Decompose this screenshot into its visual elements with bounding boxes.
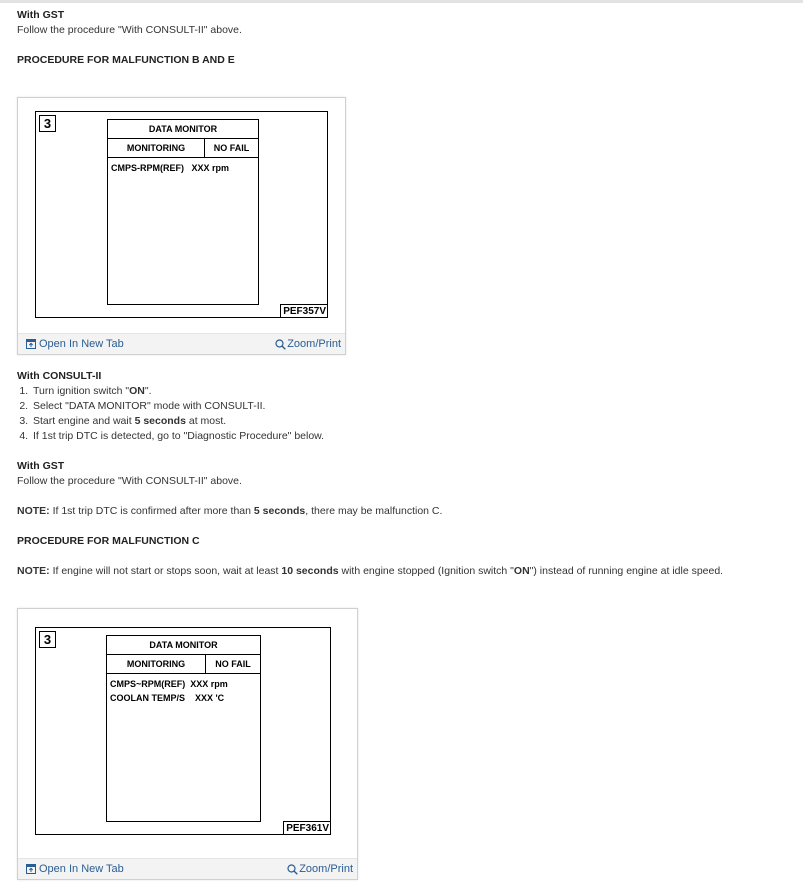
section-with-gst-2 [17, 459, 242, 489]
figure-image-pef357v [35, 111, 328, 318]
data-monitor-title: DATA MONITOR [107, 636, 260, 655]
note-engine-start: NOTE: If engine will not start or stops soon, wait at least 10 seconds with engine stopped (Ignition switch "ON") instead of running engine at idle speed. [17, 565, 724, 577]
section-with-consult [17, 369, 324, 444]
list-item: 2. Select "DATA MONITOR" mode with CONSULT-II. [31, 399, 324, 414]
monitor-header-row [107, 655, 260, 674]
paragraph-follow-procedure: Follow the procedure "With CONSULT-II" above. [17, 24, 242, 36]
data-monitor-title: DATA MONITOR [108, 120, 258, 139]
open-new-tab-icon [26, 864, 36, 874]
list-item: 3. Start engine and wait 5 seconds at most. [31, 414, 324, 429]
zoom-print-link[interactable] [275, 337, 341, 352]
figure-code: PEF357V [280, 304, 327, 317]
card-footer [18, 858, 357, 879]
step-number-box: 3 [39, 631, 56, 648]
monitor-line: COOLAN TEMP/S XXX 'C [110, 693, 225, 703]
open-new-tab-icon [26, 339, 36, 349]
open-new-tab-link[interactable] [26, 337, 124, 352]
heading-malfunction-b-e: PROCEDURE FOR MALFUNCTION B AND E [17, 54, 235, 66]
list-item: 4. If 1st trip DTC is detected, go to "Diagnostic Procedure" below. [31, 429, 324, 444]
zoom-print-label: Zoom/Print [299, 863, 353, 875]
zoom-magnifier-icon [275, 339, 286, 350]
card-footer [18, 333, 345, 354]
monitor-line: CMPS~RPM(REF) XXX rpm [110, 679, 228, 689]
monitoring-label: MONITORING [107, 655, 206, 673]
note-label: NOTE: [17, 565, 50, 577]
heading-with-gst: With GST [17, 9, 65, 21]
monitoring-label: MONITORING [108, 139, 205, 157]
top-divider [0, 0, 803, 3]
figure-card-pef357v [17, 97, 346, 355]
open-new-tab-label: Open In New Tab [39, 863, 124, 875]
note-label: NOTE: [17, 505, 50, 517]
figure-image-pef361v [35, 627, 331, 835]
heading-with-gst: With GST [17, 460, 65, 472]
heading-with-consult: With CONSULT-II [17, 370, 102, 382]
data-monitor-screen [106, 635, 261, 822]
list-item: 1. Turn ignition switch "ON". [31, 384, 324, 399]
zoom-print-label: Zoom/Print [287, 338, 341, 350]
open-new-tab-link[interactable] [26, 862, 124, 877]
data-monitor-screen [107, 119, 259, 305]
heading-malfunction-c: PROCEDURE FOR MALFUNCTION C [17, 535, 200, 547]
figure-code: PEF361V [283, 821, 330, 834]
no-fail-label: NO FAIL [213, 143, 250, 153]
no-fail-label: NO FAIL [215, 659, 251, 669]
step-number-box: 3 [39, 115, 56, 132]
zoom-print-link[interactable] [287, 862, 353, 877]
consult-steps-list [17, 384, 324, 444]
section-with-gst-1 [17, 8, 242, 38]
monitor-header-row [108, 139, 258, 158]
monitor-line: CMPS-RPM(REF) XXX rpm [111, 163, 230, 173]
zoom-magnifier-icon [287, 864, 298, 875]
paragraph-follow-procedure: Follow the procedure "With CONSULT-II" above. [17, 475, 242, 487]
note-malfunction-c: NOTE: If 1st trip DTC is confirmed after more than 5 seconds, there may be malfunction C. [17, 505, 443, 517]
figure-card-pef361v [17, 608, 358, 880]
open-new-tab-label: Open In New Tab [39, 338, 124, 350]
